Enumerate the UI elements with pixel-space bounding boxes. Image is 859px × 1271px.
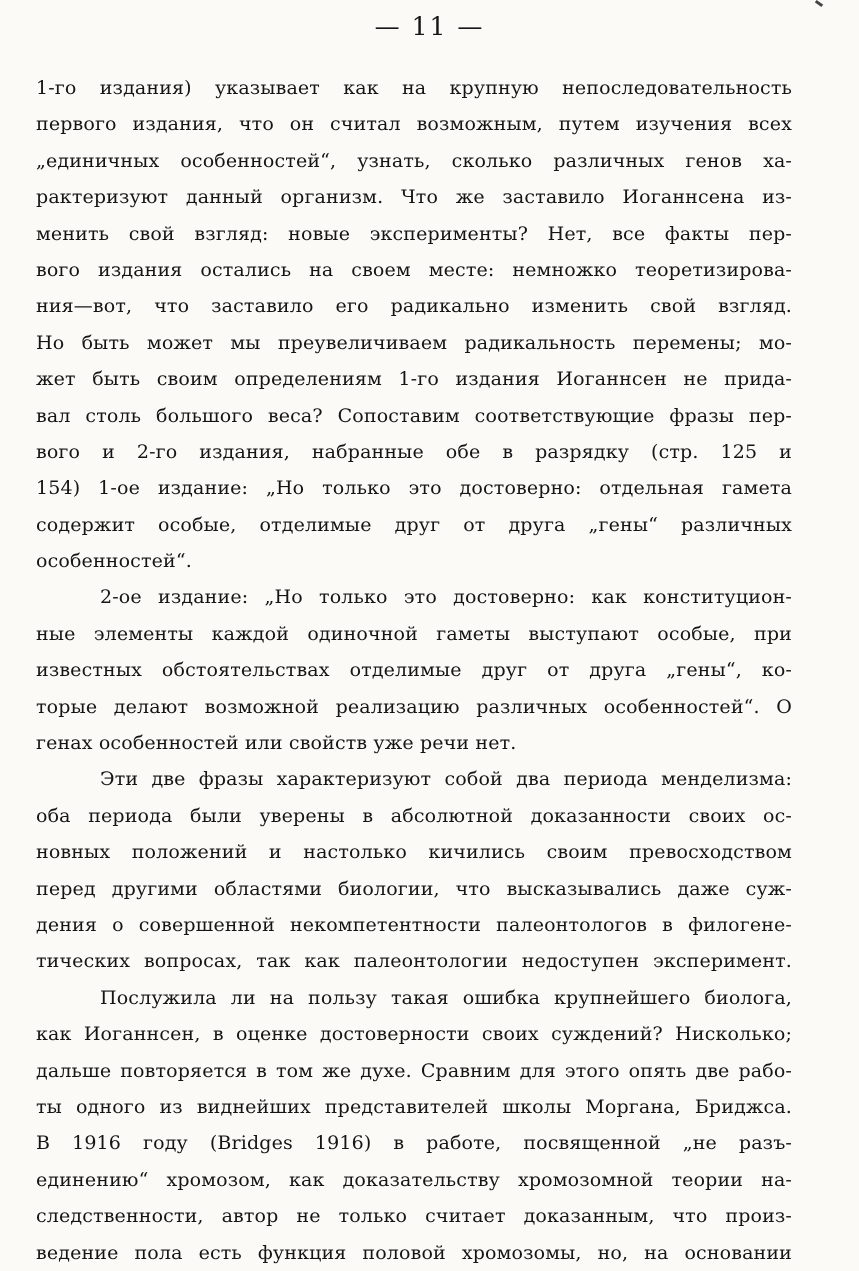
text-line: Эти две фразы характеризуют собой два периода менделизма: <box>100 768 792 791</box>
text-line: новных положений и настолько кичились своим превосходством <box>36 841 792 864</box>
text-line: ния—вот, что заставило его радикально изменить свой взгляд. <box>36 295 792 318</box>
text-line: торые делают возможной реализацию различных особенностей“. О <box>36 695 792 718</box>
text-line: особенностей“. <box>36 550 192 573</box>
text-line: „единичных особенностей“, узнать, сколько различных генов ха- <box>36 149 792 172</box>
text-line: рактеризуют данный организм. Что же заставило Иоганнсена из- <box>36 186 792 209</box>
text-line: вого издания остались на своем месте: немножко теоретизирова- <box>36 258 792 281</box>
text-line: дения о совершенной некомпетентности палеонтологов в филогене- <box>36 913 792 936</box>
text-line: оба периода были уверены в абсолютной доказанности своих ос- <box>36 804 792 827</box>
text-line: перед другими областями биологии, что высказывались даже суж- <box>36 877 792 900</box>
text-line: дальше повторяется в том же духе. Сравним для этого опять две рабо- <box>36 1059 792 1082</box>
page-number: — 11 — <box>374 12 485 41</box>
body-text <box>36 70 792 1271</box>
text-line: следственности, автор не только считает доказанным, что произ- <box>36 1205 792 1228</box>
text-line: ные элементы каждой одиночной гаметы выступают особые, при <box>36 622 792 645</box>
text-line: менить свой взгляд: новые эксперименты? Нет, все факты пер- <box>36 222 792 245</box>
text-line: Послужила ли на пользу такая ошибка крупнейшего биолога, <box>100 986 792 1009</box>
text-line: тических вопросах, так как палеонтологии недоступен эксперимент. <box>36 950 792 973</box>
text-line: содержит особые, отделимые друг от друга „гены“ различных <box>36 513 792 536</box>
text-line: жет быть своим определениям 1-го издания Иоганнсен не прида- <box>36 368 792 391</box>
text-line: вал столь большого веса? Сопоставим соответствующие фразы пер- <box>36 404 792 427</box>
text-line: 154) 1-ое издание: „Но только это достоверно: отдельная гамета <box>36 477 792 500</box>
text-line: Но быть может мы преувеличиваем радикальность перемены; мо- <box>36 331 792 354</box>
text-line: первого издания, что он считал возможным, путем изучения всех <box>36 113 792 136</box>
text-line: ведение пола есть функция половой хромозомы, но, на основании <box>36 1241 792 1264</box>
text-line: единению“ хромозом, как доказательству хромозомной теории на- <box>36 1168 792 1191</box>
text-line: ты одного из виднейших представителей школы Моргана, Бриджса. <box>36 1095 792 1118</box>
text-line: 2-ое издание: „Но только это достоверно: как конституцион- <box>100 586 792 609</box>
text-line: генах особенностей или свойств уже речи нет. <box>36 732 517 755</box>
scan-mark <box>815 0 823 7</box>
text-line: 1-го издания) указывает как на крупную непоследовательность <box>36 77 792 99</box>
text-line: известных обстоятельствах отделимые друг от друга „гены“, ко- <box>36 659 792 682</box>
text-line: как Иоганнсен, в оценке достоверности своих суждений? Нисколько; <box>36 1023 792 1046</box>
text-line: В 1916 году (Bridges 1916) в работе, посвященной „не разъ- <box>36 1132 792 1155</box>
text-line: вого и 2-го издания, набранные обе в разрядку (стр. 125 и <box>36 440 792 463</box>
